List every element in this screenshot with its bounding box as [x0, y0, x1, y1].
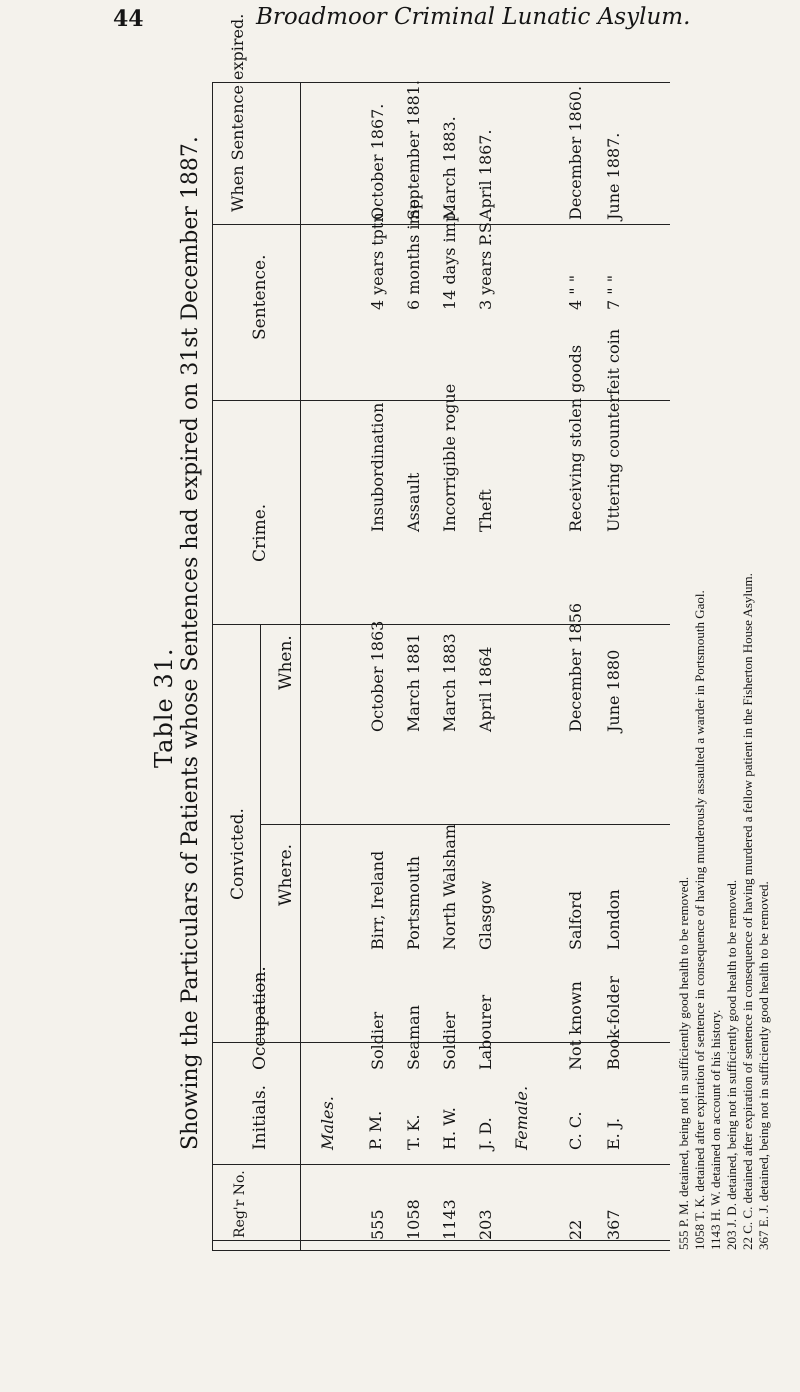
cell-where: Glasgow: [476, 880, 495, 950]
cell-expired: September 1881.: [404, 80, 423, 220]
cell-occupation: Labourer: [476, 994, 495, 1070]
cell-sentence: 6 months imp.: [404, 193, 423, 310]
footnote: 1143 H. W. detained on account of his history.: [708, 1009, 723, 1250]
cell-reg: 1143: [440, 1199, 459, 1240]
cell-when: March 1883: [440, 633, 459, 732]
rule-occupation: [212, 1164, 670, 1165]
rule-crime: [212, 624, 670, 625]
footnote: 1058 T. K. detained after expiration of sentence in consequence of having murderously assaulted a warder in Portsmouth Gaol.: [692, 590, 707, 1250]
cell-expired: April 1867.: [476, 129, 495, 220]
cell-when: December 1856: [566, 602, 585, 732]
cell-crime: Insubordination: [368, 402, 387, 532]
col-header-crime: Crime.: [250, 503, 270, 562]
cell-expired: December 1860.: [566, 85, 585, 220]
rule-header: [212, 82, 213, 1250]
rule-top: [212, 82, 670, 83]
rule-when: [260, 824, 670, 825]
cell-where: Portsmouth: [404, 856, 423, 950]
cell-crime: Uttering counterfeit coin: [604, 329, 623, 532]
cell-initials: P. M.: [366, 1110, 385, 1150]
col-header-convicted: Convicted.: [228, 808, 248, 900]
cell-occupation: Book-folder: [604, 976, 623, 1070]
cell-expired: June 1887.: [604, 132, 623, 220]
cell-where: North Walsham: [440, 823, 459, 950]
cell-where: London: [604, 889, 623, 950]
group-males: Males.: [318, 1096, 337, 1150]
cell-occupation: Seaman: [404, 1005, 423, 1070]
cell-sentence: 14 days imp.: [440, 206, 459, 310]
cell-when: March 1881: [404, 633, 423, 732]
cell-crime: Incorrigible rogue: [440, 383, 459, 532]
cell-initials: C. C.: [566, 1111, 585, 1150]
cell-when: October 1863: [368, 620, 387, 732]
cell-sentence: 4 " ": [566, 274, 585, 310]
col-header-when: When.: [276, 635, 296, 690]
cell-initials: E. J.: [604, 1117, 623, 1150]
cell-expired: October 1867.: [368, 103, 387, 220]
cell-crime: Assault: [404, 472, 423, 532]
cell-initials: T. K.: [404, 1114, 423, 1150]
footnote: 22 C. C. detained after expiration of sentence in consequence of having murdered a fellow patient in the Fisherton House Asylum.: [740, 573, 755, 1250]
page-number: 44: [113, 6, 144, 32]
rule-bottom: [212, 1250, 670, 1251]
col-header-occupation: Occupation.: [250, 966, 270, 1070]
cell-reg: 1058: [404, 1199, 423, 1240]
cell-occupation: Soldier: [440, 1011, 459, 1070]
cell-reg: 22: [566, 1219, 585, 1240]
running-title: Broadmoor Criminal Lunatic Asylum.: [256, 4, 691, 30]
cell-reg: 555: [368, 1209, 387, 1240]
cell-initials: H. W.: [440, 1107, 459, 1150]
cell-when: April 1864: [476, 646, 495, 732]
table-subtitle: Showing the Particulars of Patients whose Sentences had expired on 31st December 1887.: [178, 136, 203, 1150]
cell-occupation: Soldier: [368, 1011, 387, 1070]
col-header-initials: Initials.: [250, 1084, 270, 1150]
cell-reg: 367: [604, 1209, 623, 1240]
footnote: 555 P. M. detained, being not in sufficiently good health to be removed.: [676, 876, 691, 1250]
cell-expired: March 1883.: [440, 116, 459, 220]
cell-when: June 1880: [604, 649, 623, 732]
rule-initials: [212, 1240, 670, 1241]
footnote: 367 E. J. detained, being not in sufficiently good health to be removed.: [756, 881, 771, 1250]
cell-where: Salford: [566, 890, 585, 950]
cell-occupation: Not known: [566, 981, 585, 1070]
cell-sentence: 4 years tptn.: [368, 207, 387, 310]
col-header-reg-no: Reg'r No.: [232, 1170, 248, 1238]
cell-where: Birr, Ireland: [368, 850, 387, 950]
cell-sentence: 3 years P.S.: [476, 217, 495, 310]
cell-reg: 203: [476, 1209, 495, 1240]
col-header-where: Where.: [276, 843, 296, 906]
rule-header-inner: [300, 82, 301, 1250]
table-label: Table 31.: [150, 647, 178, 768]
cell-crime: Receiving stolen goods: [566, 344, 585, 532]
cell-initials: J. D.: [476, 1117, 495, 1150]
cell-crime: Theft: [476, 489, 495, 532]
col-header-sentence: Sentence.: [250, 254, 270, 340]
footnote: 203 J. D. detained, being not in sufficiently good health to be removed.: [724, 879, 739, 1250]
group-female: Female.: [512, 1085, 531, 1150]
col-header-expired: When Sentence expired.: [228, 13, 247, 212]
cell-sentence: 7 " ": [604, 274, 623, 310]
